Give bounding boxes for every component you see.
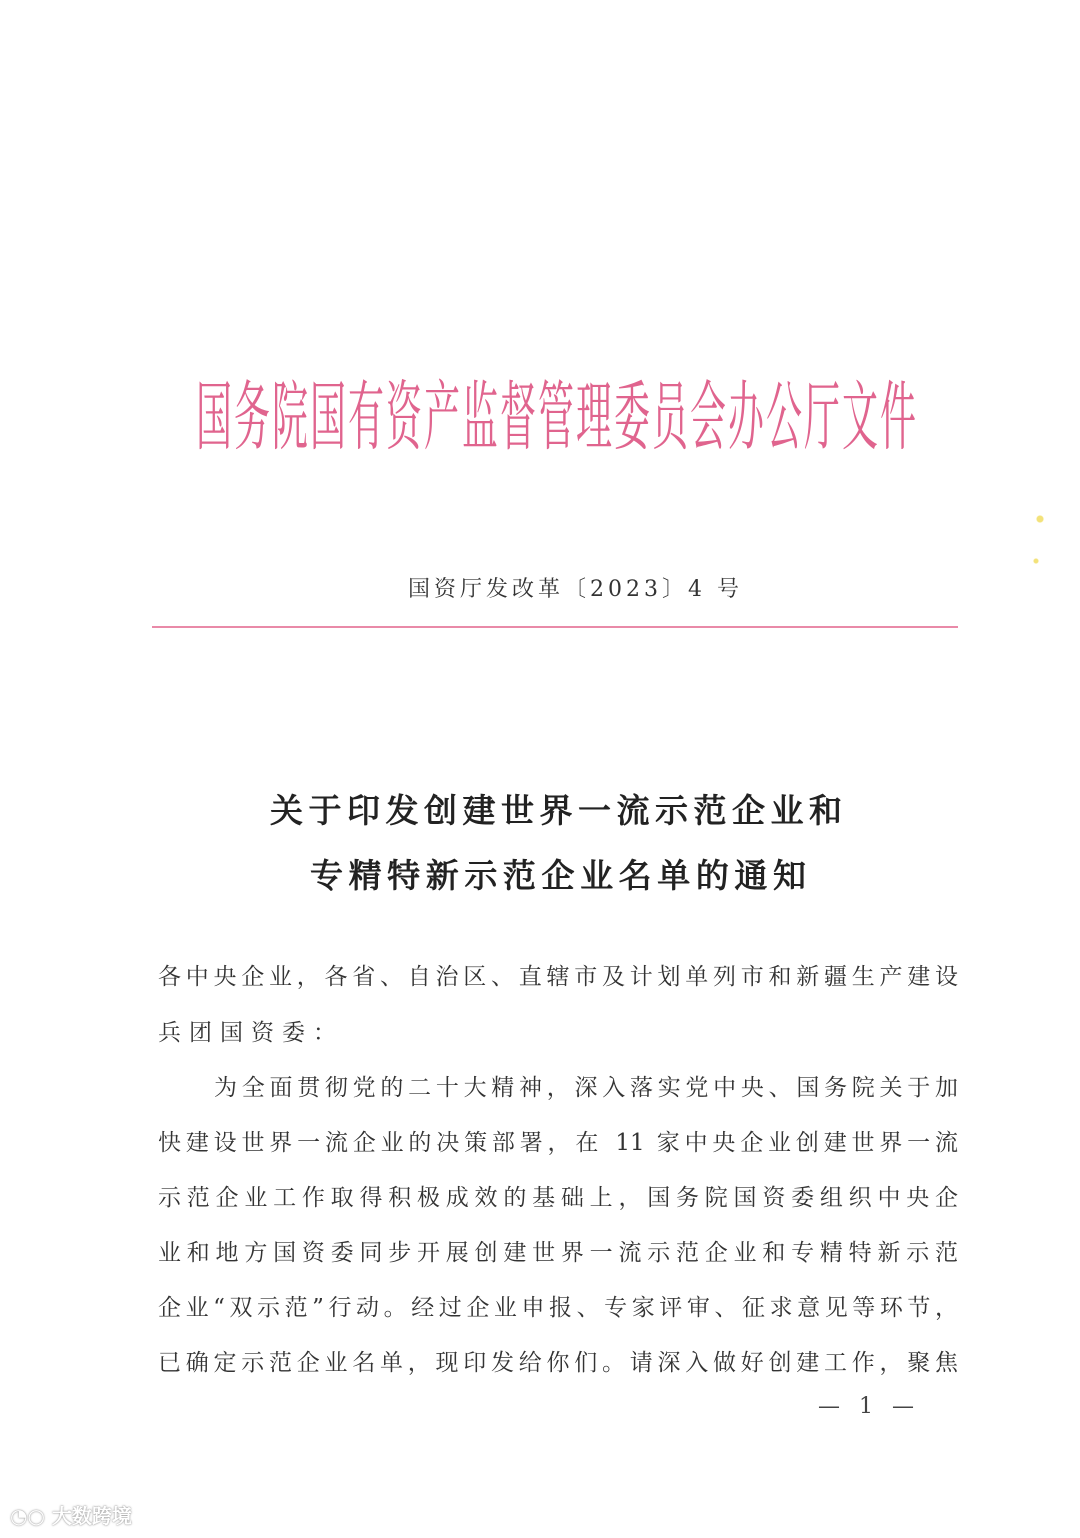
watermark-icon: ◔○ bbox=[10, 1504, 45, 1528]
notice-title-line-1: 关于印发创建世界一流示范企业和 bbox=[270, 791, 842, 830]
watermark-logo bbox=[10, 1500, 132, 1529]
notice-title-line-2: 专精特新示范企业名单的通知 bbox=[310, 856, 806, 895]
watermark-text: 大数跨境 bbox=[51, 1504, 132, 1528]
body-line: 快建设世界一流企业的决策部署，在 11 家中央企业创建世界一流 bbox=[158, 1130, 958, 1156]
body-line: 业和地方国资委同步开展创建世界一流示范企业和专精特新示范 bbox=[158, 1240, 958, 1266]
page-number: — 1 — bbox=[818, 1394, 920, 1419]
body-line: 为全面贯彻党的二十大精神，深入落实党中央、国务院关于加 bbox=[214, 1075, 958, 1101]
body-line: 已确定示范企业名单，现印发给你们。请深入做好创建工作，聚焦 bbox=[158, 1350, 958, 1376]
body-line: 各中央企业，各省、自治区、直辖市及计划单列市和新疆生产建设 bbox=[158, 964, 958, 990]
masthead-title: 国务院国有资产监督管理委员会办公厅文件 bbox=[196, 375, 916, 462]
document-number: 国资厅发改革〔2023〕4 号 bbox=[408, 577, 743, 602]
red-divider bbox=[152, 626, 958, 628]
body-line: 企业“双示范”行动。经过企业申报、专家评审、征求意见等环节， bbox=[158, 1295, 958, 1321]
scan-speck bbox=[1030, 505, 1050, 575]
body-line: 示范企业工作取得积极成效的基础上，国务院国资委组织中央企 bbox=[158, 1185, 958, 1211]
body-line: 兵团国资委： bbox=[158, 1020, 344, 1046]
